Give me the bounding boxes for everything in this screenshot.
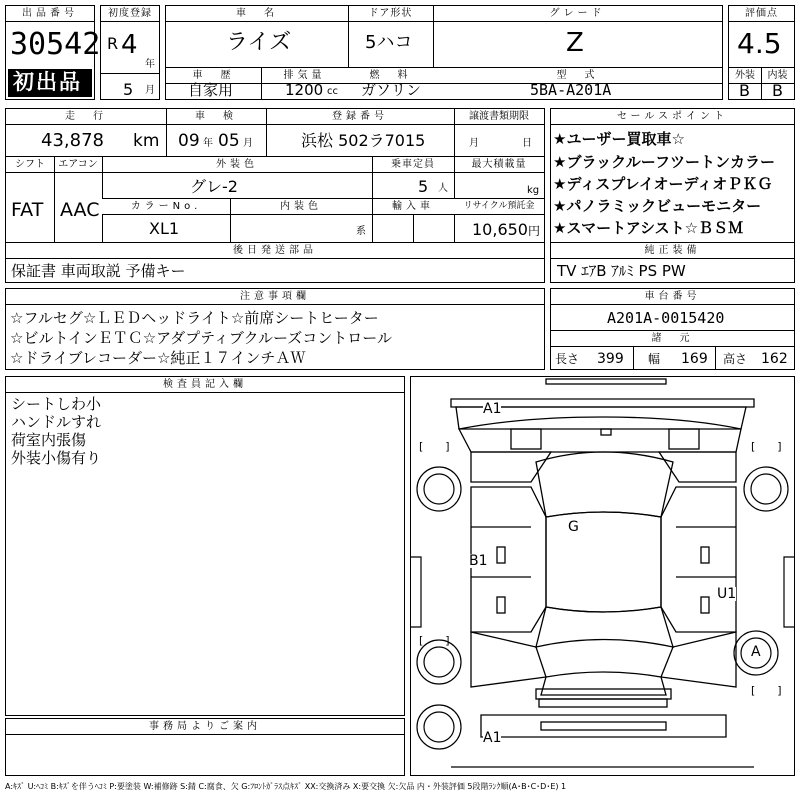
color-no-value: XL1 [149,219,180,238]
fuel-value: ガソリン [361,81,422,99]
grade-value: Z [566,28,584,58]
damage-mark-right-door: U1 [717,586,737,602]
damage-mark-left-door: B1 [469,553,488,569]
sales-item: ★ディスプレイオーディオＰＫＧ [553,175,773,193]
door-label: ドア形状 [348,6,433,22]
recycle-unit: 円 [528,224,541,238]
reg-year: 4 [121,30,138,60]
office-box [5,718,405,776]
history-label: 車 歴 [166,68,261,84]
transfer-day: 日 [522,138,532,149]
ac-label: エアコン [54,157,102,173]
sales-item: ★ブラックルーフツートンカラー [553,153,775,171]
color-label: 外装色 [102,157,372,173]
score-value: 4.5 [737,27,782,60]
damage-bracket-right-2: [ ] [751,684,782,697]
sales-box [550,108,795,283]
notes-box [5,288,545,370]
load-label: 最大積載量 [454,157,544,173]
reg-month: 5 [123,80,134,99]
score-box [728,5,795,100]
note-item: ☆フルセグ☆ＬＥＤヘッドライト☆前席シートヒーター [10,309,379,327]
inspector-note: シートしわ小 [11,395,102,413]
score-label: 評価点 [729,6,794,22]
width-label: 幅 [648,352,661,366]
int-grade: B [772,81,783,100]
transfer-month: 月 [469,138,479,149]
first-listing-badge [8,69,92,97]
office-label: 事務局よりご案内 [6,719,404,735]
sales-label: セールスポイント [551,109,794,125]
later-parts-value: 保証書 車両取説 予備キー [11,262,186,280]
damage-bracket-left: [ ] [419,440,450,453]
damage-diagram [410,376,795,776]
length-value: 399 [597,351,624,367]
later-parts-label: 後日発送部品 [6,243,544,259]
car-name: ライズ [226,30,292,55]
damage-mark-front: A1 [483,401,502,417]
inspector-note: ハンドルすれ [11,413,102,431]
damage-bracket-left-2: [ ] [419,634,450,647]
inspect-year: 09 [178,131,200,151]
inspector-box [5,376,405,716]
sales-item: ★スマートアシスト☆ＢＳＭ [553,219,744,237]
color-no-label: カラーNo. [102,199,230,215]
model-label: 型 式 [433,68,722,84]
shift-value: FAT [11,199,44,221]
damage-bracket-right: [ ] [751,440,782,453]
damage-mark-right-rear-wheel: A [751,644,761,660]
reg-box [100,5,160,100]
note-item: ☆ビルトインＥＴＣ☆アダプティブクルーズコントロール [10,329,392,347]
note-item: ☆ドライブレコーダー☆純正１７インチＡＷ [10,349,306,367]
shift-label: シフト [6,157,54,173]
sales-item: ★ユーザー買取車☆ [553,130,685,148]
history-value: 自家用 [188,81,234,99]
lot-label: 出品番号 [6,6,94,22]
import-label: 輸入車 [372,199,454,215]
fuel-label: 燃 料 [348,68,433,84]
mileage-label: 走 行 [6,109,166,125]
disp-unit: cc [327,86,338,97]
legend-footer: A:ｷｽﾞ U:ﾍｺﾐ B:ｷｽﾞを伴うﾍｺﾐ P:要塗装 W:補修跡 S:錆 C:腐食、欠 G:ﾌﾛﾝﾄｶﾞﾗｽ点ｷｽﾞ XX:交換済み X:要交換 欠:欠品 内・外装評価 5段階ﾗﾝｸ順(A･B･C･D･E) 1 [5,782,567,791]
load-unit: kg [527,185,540,196]
plate-label: 登録番号 [266,109,454,125]
lot-number: 30542 [10,27,101,62]
capacity-unit: 人 [438,183,448,194]
ac-value: AAC [60,199,100,221]
inspect-year-unit: 年 [203,138,213,149]
inspect-label: 車 検 [166,109,266,125]
disp-label: 排気量 [261,68,348,84]
capacity-value: 5 [418,177,429,196]
chassis-number: A201A-0015420 [607,309,725,327]
int-color-unit: 系 [356,226,366,237]
inspector-note: 荷室内張傷 [11,431,87,449]
dims-label: 諸 元 [551,331,794,347]
color-value: グレ-2 [190,177,238,196]
inspector-note: 外装小傷有り [11,449,102,467]
name-label: 車 名 [166,6,348,22]
door-type: 5ハコ [365,32,413,53]
inspector-label: 検査員記入欄 [6,377,404,393]
ext-label: 外装 [729,68,761,84]
info-box [5,108,545,283]
recycle-label: リサイクル預託金 [454,199,544,215]
mileage-value: 43,878 [41,130,104,151]
first-listing-text: 初出品 [13,70,82,94]
equipment-label: 純正装備 [551,243,794,259]
height-label: 高さ [723,352,748,366]
height-value: 162 [761,351,788,367]
mileage-unit: km [133,131,160,151]
sales-item: ★パノラミックビューモニター [553,197,762,215]
transfer-label: 譲渡書類期限 [454,109,544,125]
capacity-label: 乗車定員 [372,157,454,173]
int-label: 内装 [761,68,794,84]
length-label: 長さ [555,352,580,366]
width-value: 169 [681,351,708,367]
car-outline-diagram [411,377,794,775]
lot-box [5,5,101,100]
main-header-box [165,5,723,100]
damage-mark-windshield: G [568,519,579,535]
ext-grade: B [739,81,750,100]
equipment-value: TV ｴｱB ｱﾙﾐ PS PW [557,262,686,280]
model-value: 5BA-A201A [530,81,612,99]
disp-value: 1200 [285,81,324,99]
int-color-label: 内装色 [230,199,372,215]
plate-number: 浜松 502ラ7015 [301,131,426,150]
inspect-month-unit: 月 [243,138,253,149]
chassis-box [550,288,795,370]
grade-label: グレード [433,6,722,22]
damage-mark-rear: A1 [483,730,502,746]
reg-era: R [107,34,119,53]
chassis-label: 車台番号 [551,289,794,305]
notes-label: 注意事項欄 [6,289,544,305]
month-unit: 月 [145,85,155,96]
reg-label: 初度登録 [101,6,159,22]
recycle-value: 10,650 [472,220,528,239]
year-unit: 年 [145,59,155,70]
inspect-month: 05 [218,131,240,151]
